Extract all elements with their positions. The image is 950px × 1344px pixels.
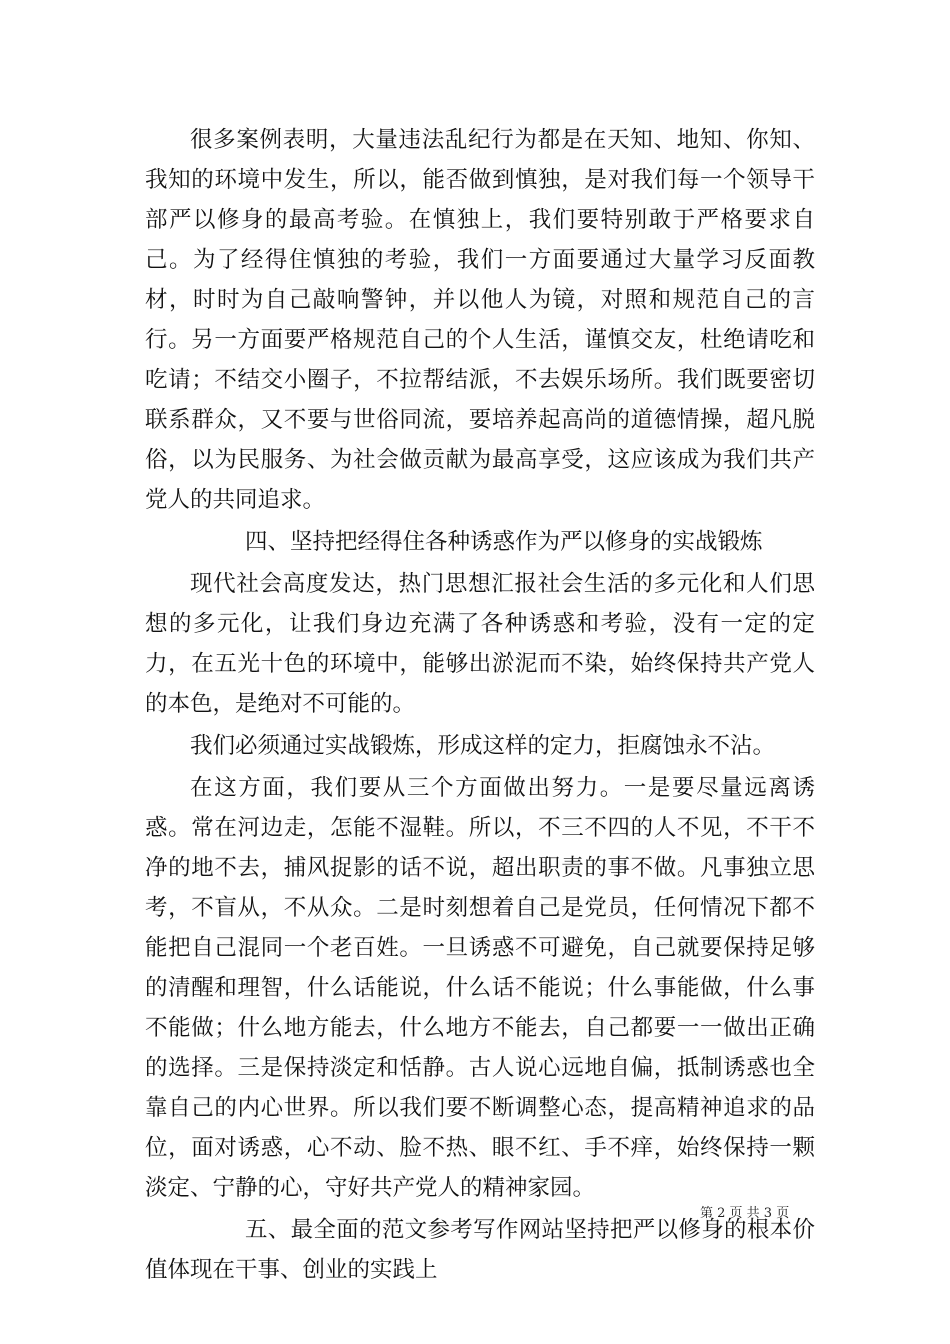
section-heading-4: 四、坚持把经得住各种诱惑作为严以修身的实战锻炼 xyxy=(245,529,763,555)
paragraph-shendu: 很多案例表明，大量违法乱纪行为都是在天知、地知、你知、我知的环境中发生，所以，能否做到慎独，是对我们每一个领导干部严以修身的最高考验。在慎独上，我们要特别敢于严格要求自己。为了经得住慎独的考验，我们一方面要通过大量学习反面教材，时时为自己敲响警钟，并以他人为镜，对照和规范自己的言行。另一方面要严格规范自己的个人生活，谨慎交友，杜绝请吃和吃请；不结交小圈子，不拉帮结派，不去娱乐场所。我们既要密切联系群众，又不要与世俗同流，要培养起高尚的道德情操，超凡脱俗，以为民服务、为社会做贡献为最高享受，这应该成为我们共产党人的共同追求。 xyxy=(145,127,815,513)
paragraph-practical-training: 我们必须通过实战锻炼，形成这样的定力，拒腐蚀永不沾。 xyxy=(190,733,776,759)
paragraph-three-efforts: 在这方面，我们要从三个方面做出努力。一是要尽量远离诱惑。常在河边走，怎能不湿鞋。所以，不三不四的人不见，不干不净的地不去，捕风捉影的话不说，超出职责的事不做。凡事独立思考，不盲从，不从众。二是时刻想着自己是党员，任何情况下都不能把自己混同一个老百姓。一旦诱惑不可避免，自己就要保持足够的清醒和理智，什么话能说，什么话不能说；什么事能做，什么事不能做；什么地方能去，什么地方不能去，自己都要一一做出正确的选择。三是保持淡定和恬静。古人说心远地自偏，抵制诱惑也全靠自己的内心世界。所以我们要不断调整心态，提高精神追求的品位，面对诱惑，心不动、脸不热、眼不红、手不痒，始终保持一颗淡定、宁静的心，守好共产党人的精神家园。 xyxy=(145,775,815,1201)
paragraph-modern-society: 现代社会高度发达，热门思想汇报社会生活的多元化和人们思想的多元化，让我们身边充满了各种诱惑和考验，没有一定的定力，在五光十色的环境中，能够出淤泥而不染，始终保持共产党人的本色，是绝对不可能的。 xyxy=(145,571,815,717)
section-heading-5: 五、最全面的范文参考写作网站坚持把严以修身的根本价值体现在干事、创业的实践上 xyxy=(145,1217,815,1283)
page-number-footer: 第 2 页 共 3 页 xyxy=(700,1206,790,1221)
document-body xyxy=(145,120,815,1292)
